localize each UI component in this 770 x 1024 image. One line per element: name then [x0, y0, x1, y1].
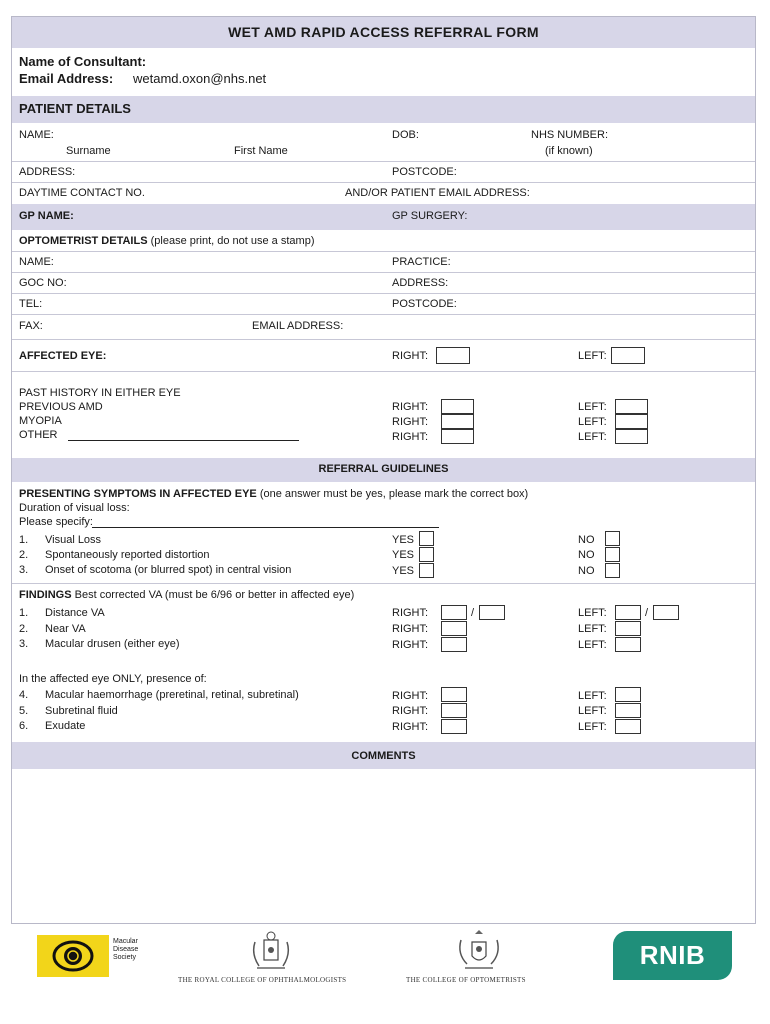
symptoms-note: (one answer must be yes, please mark the correct box) — [259, 488, 529, 500]
drusen-right-checkbox[interactable] — [441, 637, 467, 652]
divider — [12, 339, 755, 340]
near-va-right-box[interactable] — [441, 621, 467, 636]
haemorrhage-left-checkbox[interactable] — [615, 687, 641, 702]
no-label: NO — [578, 565, 595, 577]
no-checkbox[interactable] — [605, 563, 620, 578]
divider — [12, 251, 755, 252]
affected-right-label: RIGHT: — [392, 350, 429, 362]
findings-right-label: RIGHT: — [392, 721, 429, 733]
symptom-distortion: Spontaneously reported distortion — [45, 549, 210, 561]
divider — [12, 272, 755, 273]
finding-near-va: Near VA — [45, 623, 86, 635]
finding-number: 2. — [19, 623, 29, 635]
gp-name-label: GP NAME: — [19, 210, 74, 222]
divider — [12, 182, 755, 183]
divider — [12, 371, 755, 372]
exudate-left-checkbox[interactable] — [615, 719, 641, 734]
email-label: Email Address: — [19, 71, 114, 86]
finding-number: 6. — [19, 720, 29, 732]
affected-left-label: LEFT: — [578, 350, 607, 362]
mds-line-1: Macular — [113, 938, 138, 945]
finding-exudate: Exudate — [45, 720, 86, 732]
findings-left-label: LEFT: — [578, 607, 607, 619]
affected-right-checkbox[interactable] — [436, 347, 470, 364]
distance-va-right-denominator-box[interactable] — [479, 605, 505, 620]
history-left-label: LEFT: — [578, 431, 607, 443]
practice-label: PRACTICE: — [392, 256, 451, 268]
finding-subretinal-fluid: Subretinal fluid — [45, 705, 118, 717]
fluid-left-checkbox[interactable] — [615, 703, 641, 718]
symptom-scotoma: Onset of scotoma (or blurred spot) in central vision — [45, 564, 292, 576]
no-label: NO — [578, 534, 595, 546]
optometrist-note: (please print, do not use a stamp) — [150, 235, 315, 247]
fluid-right-checkbox[interactable] — [441, 703, 467, 718]
referral-form — [11, 16, 756, 924]
symptoms-heading-line — [19, 488, 528, 501]
goc-label: GOC NO: — [19, 277, 67, 289]
history-left-checkbox[interactable] — [615, 399, 648, 414]
yes-label: YES — [392, 549, 415, 561]
history-left-checkbox[interactable] — [615, 429, 648, 444]
rnib-logo: RNIB — [613, 931, 732, 980]
duration-label: Duration of visual loss: — [19, 502, 130, 514]
specify-write-line[interactable] — [92, 527, 439, 528]
patient-email-label: AND/OR PATIENT EMAIL ADDRESS: — [345, 187, 530, 199]
no-checkbox[interactable] — [605, 547, 620, 562]
yes-checkbox[interactable] — [419, 547, 434, 562]
comments-area[interactable] — [12, 769, 755, 923]
history-right-checkbox[interactable] — [441, 429, 474, 444]
gp-band — [12, 204, 755, 230]
rcophth-name: THE ROYAL COLLEGE OF OPHTHALMOLOGISTS — [178, 976, 347, 984]
history-right-label: RIGHT: — [392, 416, 429, 428]
findings-right-label: RIGHT: — [392, 607, 429, 619]
history-right-label: RIGHT: — [392, 401, 429, 413]
symptom-number: 2. — [19, 549, 29, 561]
first-name-label: First Name — [234, 145, 288, 157]
optometrist-heading-line — [19, 235, 314, 248]
gp-surgery-label: GP SURGERY: — [392, 210, 468, 222]
findings-right-label: RIGHT: — [392, 705, 429, 717]
haemorrhage-right-checkbox[interactable] — [441, 687, 467, 702]
optometrist-address-label: ADDRESS: — [392, 277, 449, 289]
consultant-label: Name of Consultant: — [19, 54, 147, 69]
divider — [12, 161, 755, 162]
macular-disease-society-logo — [37, 935, 109, 977]
other-write-line[interactable] — [68, 440, 299, 441]
optometrist-postcode-label: POSTCODE: — [392, 298, 457, 310]
patient-postcode-label: POSTCODE: — [392, 166, 457, 178]
finding-number: 3. — [19, 638, 29, 650]
history-item-amd: PREVIOUS AMD — [19, 401, 103, 413]
rcophth-crest-icon — [247, 930, 295, 974]
yes-checkbox[interactable] — [419, 563, 434, 578]
findings-heading-line — [19, 589, 354, 602]
history-left-label: LEFT: — [578, 416, 607, 428]
divider — [12, 293, 755, 294]
findings-left-label: LEFT: — [578, 690, 607, 702]
exudate-right-checkbox[interactable] — [441, 719, 467, 734]
findings-left-label: LEFT: — [578, 721, 607, 733]
findings-left-label: LEFT: — [578, 639, 607, 651]
symptoms-heading: PRESENTING SYMPTOMS IN AFFECTED EYE — [19, 488, 257, 500]
nhs-note: (if known) — [545, 145, 593, 157]
finding-number: 4. — [19, 689, 29, 701]
mds-line-2: Disease — [113, 946, 139, 953]
optometrists-crest-icon — [455, 930, 503, 974]
email-value: wetamd.oxon@nhs.net — [133, 71, 267, 86]
optometrist-name-label: NAME: — [19, 256, 54, 268]
nhs-number-label: NHS NUMBER: — [531, 129, 609, 141]
optometrists-name: THE COLLEGE OF OPTOMETRISTS — [406, 976, 526, 984]
distance-va-left-numerator-box[interactable] — [615, 605, 641, 620]
comments-heading: COMMENTS — [351, 750, 416, 762]
patient-details-heading: PATIENT DETAILS — [19, 101, 131, 116]
guidelines-band — [12, 458, 755, 482]
findings-right-label: RIGHT: — [392, 623, 429, 635]
affected-left-checkbox[interactable] — [611, 347, 645, 364]
history-right-checkbox[interactable] — [441, 414, 474, 429]
yes-label: YES — [392, 534, 415, 546]
symptom-number: 3. — [19, 564, 29, 576]
findings-note: Best corrected VA (must be 6/96 or better in affected eye) — [74, 589, 355, 601]
near-va-left-box[interactable] — [615, 621, 641, 636]
patient-details-band — [12, 96, 755, 123]
findings-right-label: RIGHT: — [392, 690, 429, 702]
no-label: NO — [578, 549, 595, 561]
fax-label: FAX: — [19, 320, 43, 332]
mds-line-3: Society — [113, 954, 136, 961]
va-slash: / — [471, 607, 475, 619]
findings-right-label: RIGHT: — [392, 639, 429, 651]
yes-checkbox[interactable] — [419, 531, 434, 546]
symptom-number: 1. — [19, 534, 29, 546]
va-slash: / — [645, 607, 649, 619]
finding-distance-va: Distance VA — [45, 607, 105, 619]
yes-label: YES — [392, 565, 415, 577]
presence-label: In the affected eye ONLY, presence of: — [19, 673, 207, 685]
eye-icon — [52, 935, 94, 977]
patient-address-label: ADDRESS: — [19, 166, 76, 178]
affected-eye-label: AFFECTED EYE: — [19, 350, 107, 362]
no-checkbox[interactable] — [605, 531, 620, 546]
findings-heading: FINDINGS — [19, 589, 72, 601]
distance-va-left-denominator-box[interactable] — [653, 605, 679, 620]
form-title: WET AMD RAPID ACCESS REFERRAL FORM — [12, 17, 755, 48]
history-item-other: OTHER — [19, 429, 58, 441]
divider — [12, 583, 755, 584]
finding-macular-drusen: Macular drusen (either eye) — [45, 638, 180, 650]
contact-label: DAYTIME CONTACT NO. — [19, 187, 145, 199]
history-item-myopia: MYOPIA — [19, 415, 62, 427]
history-left-checkbox[interactable] — [615, 414, 648, 429]
optometrist-email-label: EMAIL ADDRESS: — [252, 320, 344, 332]
specify-label: Please specify: — [19, 516, 93, 528]
findings-left-label: LEFT: — [578, 705, 607, 717]
history-right-checkbox[interactable] — [441, 399, 474, 414]
drusen-left-checkbox[interactable] — [615, 637, 641, 652]
symptom-visual-loss: Visual Loss — [45, 534, 102, 546]
surname-label: Surname — [66, 145, 111, 157]
comments-band — [12, 742, 755, 769]
tel-label: TEL: — [19, 298, 43, 310]
guidelines-heading: REFERRAL GUIDELINES — [318, 463, 449, 475]
history-left-label: LEFT: — [578, 401, 607, 413]
finding-number: 5. — [19, 705, 29, 717]
dob-label: DOB: — [392, 129, 419, 141]
finding-number: 1. — [19, 607, 29, 619]
distance-va-right-numerator-box[interactable] — [441, 605, 467, 620]
history-heading: PAST HISTORY IN EITHER EYE — [19, 387, 181, 399]
optometrist-heading: OPTOMETRIST DETAILS — [19, 235, 148, 247]
history-right-label: RIGHT: — [392, 431, 429, 443]
divider — [12, 314, 755, 315]
finding-haemorrhage: Macular haemorrhage (preretinal, retinal, subretinal) — [45, 689, 299, 701]
findings-left-label: LEFT: — [578, 623, 607, 635]
patient-name-label: NAME: — [19, 129, 54, 141]
